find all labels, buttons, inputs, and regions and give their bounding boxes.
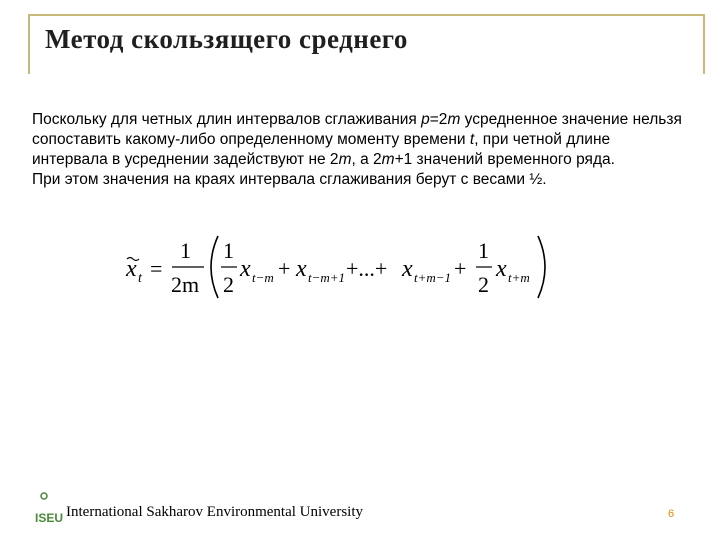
title-frame-left (28, 14, 30, 74)
plus1: + (278, 256, 291, 281)
italic-m: m (381, 151, 395, 168)
italic-p: p (421, 111, 430, 128)
term3-var: x (402, 256, 413, 282)
term1-var: x (240, 256, 251, 282)
moving-average-formula (124, 232, 554, 302)
frac1-denominator: 2m (171, 272, 200, 297)
text-span: , а 2 (351, 151, 382, 168)
text-span: Поскольку для четных длин интервалов сглаживания (32, 111, 422, 128)
logo-text: ISEU (35, 511, 64, 525)
term2-var: x (296, 256, 307, 282)
term2-sub: t−m+1 (308, 270, 346, 285)
term4-var: x (496, 256, 507, 282)
title-frame-top (28, 14, 704, 16)
text-span: , при четной длине интервала в усреднении задействуют не 2 (32, 131, 611, 168)
frac1-numerator: 1 (180, 238, 191, 263)
frac3-denominator: 2 (478, 272, 489, 297)
slide-body (32, 110, 682, 190)
footer-university-name: International Sakharov Environmental University (66, 504, 364, 520)
term4-sub: t+m (508, 270, 530, 285)
formula-lhs-sub: t (138, 271, 142, 286)
university-logo (34, 492, 64, 526)
italic-m: m (447, 111, 461, 128)
formula-lhs-var: x (126, 256, 137, 282)
plus2: + (454, 256, 467, 281)
frac3-numerator: 1 (478, 238, 489, 263)
term3-sub: t+m−1 (414, 270, 452, 285)
text-span: усредненное значение нельзя сопоставить какому-либо определенному моменту времени (32, 111, 682, 148)
frac2-numerator: 1 (223, 238, 234, 263)
paragraph-even-interval (32, 110, 682, 170)
text-span: =2 (429, 111, 448, 128)
text-span: +1 значений временного ряда. (394, 151, 615, 168)
frac2-denominator: 2 (223, 272, 234, 297)
plus-dots: +...+ (346, 256, 388, 281)
formula-equals: = (150, 256, 163, 281)
italic-t: t (469, 131, 475, 148)
right-paren (538, 236, 545, 298)
title-frame-right (703, 14, 705, 74)
page-number: 6 (668, 508, 675, 520)
italic-m: m (338, 151, 352, 168)
paragraph-edge-weights: При этом значения на краях интервала сглаживания берут с весами ½. (32, 171, 547, 188)
term1-sub: t−m (252, 270, 274, 285)
slide-title: Метод скользящего среднего (45, 24, 408, 54)
left-paren (211, 236, 218, 298)
